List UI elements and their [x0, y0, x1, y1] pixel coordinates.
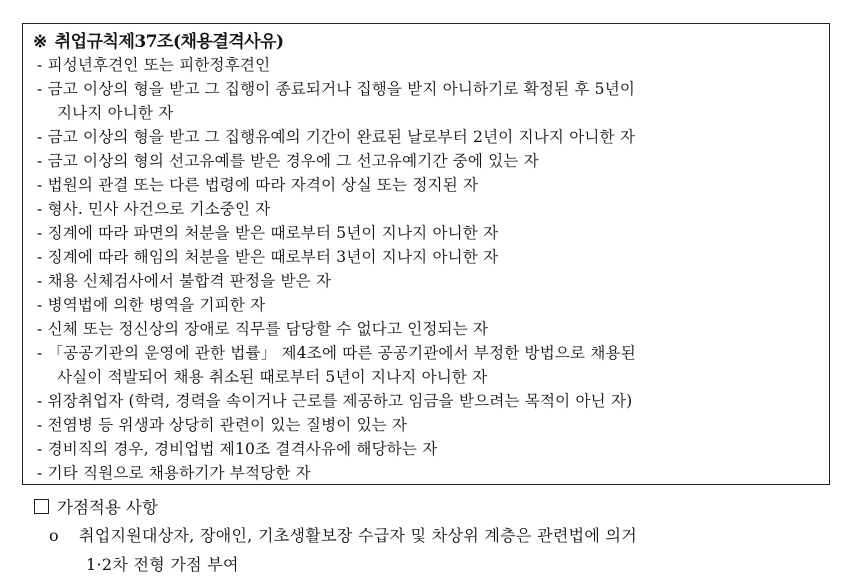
- disqualification-item-cont: 지나지 아니한 자: [57, 104, 174, 122]
- disqualification-item: - 기타 직원으로 채용하기가 부적당한 자: [37, 464, 311, 482]
- disqualification-item: - 금고 이상의 형의 선고유예를 받은 경우에 그 선고유예기간 중에 있는 자: [37, 152, 539, 170]
- box-title: [33, 27, 284, 52]
- disqualification-item: - 형사. 민사 사건으로 기소중인 자: [37, 200, 271, 218]
- square-bullet-icon: [34, 499, 49, 514]
- disqualification-item: - 「공공기관의 운영에 관한 법률」 제4조에 따른 공공기관에서 부정한 방법으로 채용된: [37, 344, 636, 362]
- bonus-item: [49, 523, 637, 546]
- bonus-item-cont: 1·2차 전형 가점 부여: [86, 555, 239, 574]
- disqualification-item: - 피성년후견인 또는 피한정후견인: [37, 56, 271, 74]
- bonus-item-text: 취업지원대상자, 장애인, 기초생활보장 수급자 및 차상위 계층은 관련법에 의거: [78, 526, 637, 545]
- bonus-section-heading: [34, 494, 158, 518]
- disqualification-item: - 금고 이상의 형을 받고 그 집행유예의 기간이 완료된 날로부터 2년이 지나지 아니한 자: [37, 128, 636, 146]
- disqualification-item: - 경비직의 경우, 경비업법 제10조 결격사유에 해당하는 자: [37, 440, 438, 458]
- disqualification-item: - 전염병 등 위생과 상당히 관련이 있는 질병이 있는 자: [37, 416, 408, 434]
- disqualification-box: [22, 23, 830, 485]
- bonus-section-title: 가점적용 사항: [57, 498, 158, 517]
- disqualification-item: - 채용 신체검사에서 불합격 판정을 받은 자: [37, 272, 332, 290]
- disqualification-item: - 금고 이상의 형을 받고 그 집행이 종료되거나 집행을 받지 아니하기로 확정된 후 5년이: [37, 80, 636, 98]
- disqualification-item: - 위장취업자 (학력, 경력을 속이거나 근로를 제공하고 임금을 받으려는 목적이 아닌 자): [37, 392, 633, 410]
- disqualification-item: - 법원의 관결 또는 다른 법령에 따라 자격이 상실 또는 정지된 자: [37, 176, 479, 194]
- circle-bullet-icon: o: [49, 526, 59, 545]
- disqualification-item: - 신체 또는 정신상의 장애로 직무를 담당할 수 없다고 인정되는 자: [37, 320, 489, 338]
- box-title-text: 취업규칙제37조(채용결격사유): [54, 32, 284, 52]
- disqualification-item: - 병역법에 의한 병역을 기피한 자: [37, 296, 266, 314]
- disqualification-item-cont: 사실이 적발되어 채용 취소된 때로부터 5년이 지나지 아니한 자: [57, 368, 488, 386]
- disqualification-item: - 징계에 따라 파면의 처분을 받은 때로부터 5년이 지나지 아니한 자: [37, 224, 499, 242]
- disqualification-item: - 징계에 따라 해임의 처분을 받은 때로부터 3년이 지나지 아니한 자: [37, 248, 499, 266]
- reference-mark: ※: [33, 32, 47, 52]
